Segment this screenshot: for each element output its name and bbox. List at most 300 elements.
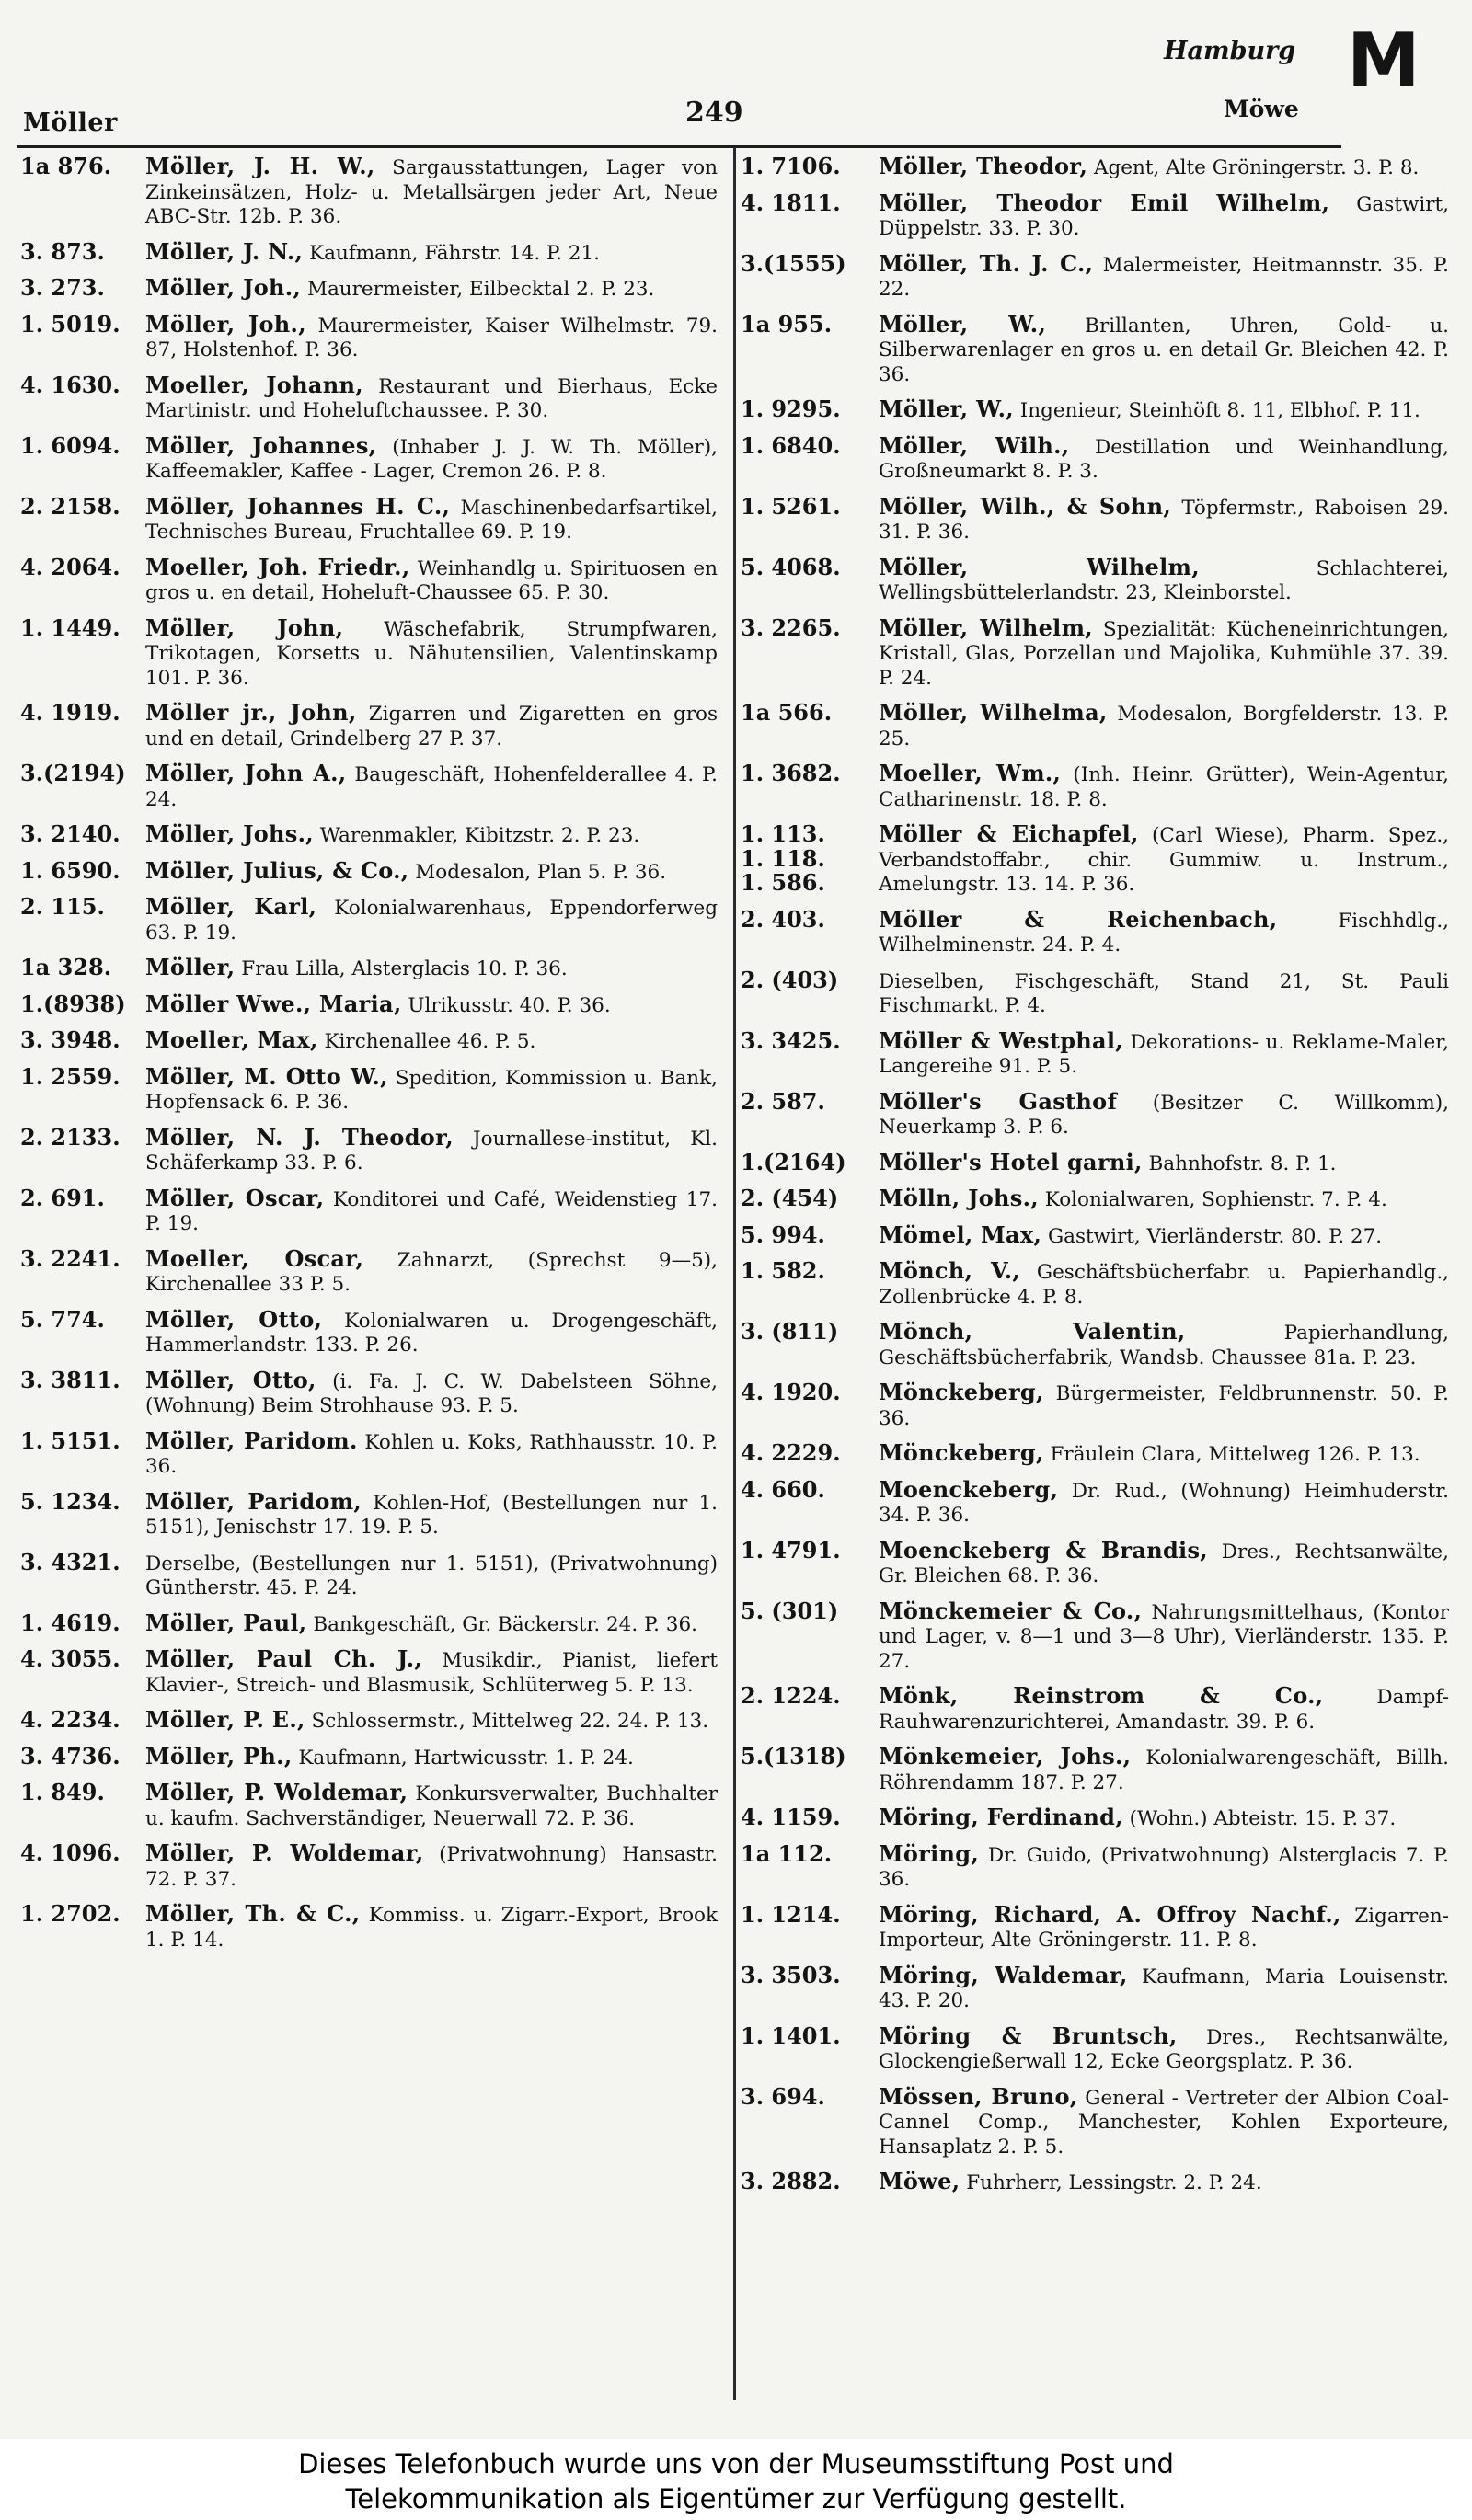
entry-details: Kohlen u. Koks, Rathhausstr. 10. P. 36. xyxy=(145,1430,718,1478)
directory-entry xyxy=(20,1708,718,1735)
entry-name: Mönkemeier, Johs., xyxy=(879,1743,1132,1770)
phone-number: 4. 1919. xyxy=(20,699,121,726)
entry-name: Möller, Julius, & Co., xyxy=(145,856,409,884)
entry-details: Bankgeschäft, Gr. Bäckerstr. 24. P. 36. xyxy=(313,1612,697,1636)
entry-name: Möller, Th. J. C., xyxy=(879,249,1094,277)
entry-details: Malermeister, Heitmannstr. 35. P. 22. xyxy=(879,253,1450,301)
entry-details: Dieselben, Fischgeschäft, Stand 21, St. Pauli Fischmarkt. P. 4. xyxy=(879,969,1449,1017)
entry-details: Wäschefabrik, Strumpfwaren, Trikotagen, Korsetts u. Nähutensilien, Valentinskamp 101. P. 36. xyxy=(145,617,718,690)
entry-text xyxy=(145,1841,718,1892)
directory-entry xyxy=(20,1611,718,1638)
entry-details: Kolonialwarenhaus, Eppendorferweg 63. P. 19. xyxy=(145,897,719,945)
entry-name: Möller, Paul Ch. J., xyxy=(145,1645,423,1672)
directory-entry xyxy=(741,1961,1449,2014)
entry-name: Möller, P. Woldemar, xyxy=(145,1839,424,1866)
entry-text xyxy=(145,1186,718,1237)
entry-text xyxy=(145,1647,718,1698)
entry-name: Möller, Paridom. xyxy=(145,1426,358,1454)
entry-details: Warenmakler, Kibitzstr. 2. P. 23. xyxy=(319,824,640,847)
directory-entry xyxy=(741,310,1449,388)
entry-details: Fuhrherr, Lessingstr. 2. P. 24. xyxy=(966,2171,1262,2194)
entry-details: Nahrungsmittelhaus, (Kontor und Lager, v. 8—1 und 3—8 Uhr), Vierländerstr. 135. P. 27. xyxy=(879,1600,1449,1673)
entry-text xyxy=(879,310,1449,388)
directory-entry xyxy=(20,1742,718,1771)
entry-name: Moenckeberg, xyxy=(879,1475,1059,1503)
entry-details: Ulrikusstr. 40. P. 36. xyxy=(408,993,611,1017)
phone-number: 3. 2882. xyxy=(741,2168,841,2194)
entry-name: Möller, W., xyxy=(879,395,1014,422)
entry-name: Mönch, V., xyxy=(879,1257,1020,1284)
entry-details: (Inh. Heinr. Grütter), Wein-Agentur, Catharinenstr. 18. P. 8. xyxy=(879,763,1449,811)
directory-entry xyxy=(741,1026,1449,1080)
entry-text xyxy=(145,492,719,545)
phone-number: 2. (454) xyxy=(741,1185,839,1211)
entry-text xyxy=(879,553,1449,606)
entry-details: Dr. Guido, (Privatwohnung) Alsterglacis 7. P. 36. xyxy=(879,1843,1449,1891)
phone-number: 1. 6590. xyxy=(20,856,121,884)
entry-details: Gastwirt, Düppelstr. 33. P. 30. xyxy=(879,192,1449,240)
entry-text xyxy=(879,2170,1449,2196)
directory-entry xyxy=(20,310,718,363)
directory-entry xyxy=(20,1123,718,1176)
entry-name: Mömel, Max, xyxy=(879,1220,1042,1248)
directory-entry xyxy=(741,822,1449,898)
directory-entry xyxy=(20,1902,718,1953)
left-column xyxy=(20,155,718,1963)
entry-name: Möller & Westphal, xyxy=(879,1026,1123,1054)
entry-details: Kolonialwaren, Sophienstr. 7. P. 4. xyxy=(1044,1188,1387,1211)
entry-text xyxy=(879,1441,1449,1468)
entry-text xyxy=(879,1259,1449,1310)
entry-text xyxy=(145,992,718,1019)
entry-text xyxy=(879,905,1449,958)
phone-number: 1.(2164) xyxy=(741,1148,846,1175)
phone-number: 3. 2140. xyxy=(20,820,121,847)
entry-details: Zahnarzt, (Sprechst 9—5), Kirchenallee 33 P. 5. xyxy=(145,1248,718,1296)
entry-name: Mönckeberg, xyxy=(879,1439,1044,1466)
entry-text xyxy=(879,1320,1449,1370)
entry-text xyxy=(879,1745,1449,1795)
directory-entry xyxy=(741,1441,1449,1468)
directory-entry xyxy=(20,992,718,1019)
phone-number: 1a 566. xyxy=(741,699,833,726)
entry-details: Baugeschäft, Hohenfelderallee 4. P. 24. xyxy=(145,763,718,811)
entry-text xyxy=(145,856,718,886)
entry-text xyxy=(145,701,718,751)
phone-number: 1. 3682. xyxy=(741,760,841,786)
directory-entry xyxy=(20,492,719,545)
entry-details: (i. Fa. J. C. W. Dabelsteen Söhne, (Wohnung) Beim Strohhause 93. P. 5. xyxy=(145,1369,718,1417)
phone-number: 1a 112. xyxy=(741,1839,833,1867)
entry-details: Brillanten, Uhren, Gold- u. Silberwarenlager en gros u. en detail Gr. Bleichen 42. P. 36. xyxy=(879,314,1449,386)
phone-number: 1. 1214. xyxy=(741,1900,841,1928)
directory-entry xyxy=(741,762,1449,812)
entry-name: Möller's Gasthof xyxy=(879,1087,1118,1115)
entry-name: Möller, Ph., xyxy=(145,1742,293,1770)
entry-text xyxy=(145,956,718,982)
entry-name: Möller, Paridom, xyxy=(145,1487,362,1515)
entry-name: Möring, Waldemar, xyxy=(879,1961,1128,1988)
directory-entry xyxy=(741,1745,1449,1795)
phone-number: 1. 113. 1. 118. 1. 586. xyxy=(741,820,825,896)
entry-details: Zigarren-Importeur, Alte Gröningerstr. 11. P. 8. xyxy=(879,1904,1449,1952)
phone-number: 3.(2194) xyxy=(20,760,126,786)
entry-name: Möller, Wilh., & Sohn, xyxy=(879,492,1171,520)
phone-number: 5. 994. xyxy=(741,1220,825,1248)
entry-text xyxy=(879,1536,1449,1589)
phone-number: 3. 4321. xyxy=(20,1548,121,1575)
entry-name: Möller & Reichenbach, xyxy=(879,905,1278,933)
entry-name: Mönk, Reinstrom & Co., xyxy=(879,1682,1324,1709)
phone-number: 4. 1811. xyxy=(741,189,841,216)
entry-details: (Inhaber J. J. W. Th. Möller), Kaffeemakler, Kaffee - Lager, Cremon 26. P. 8. xyxy=(145,435,718,483)
directory-entry xyxy=(20,1062,718,1116)
phone-number: 1. 582. xyxy=(741,1257,825,1284)
phone-number: 2. 1224. xyxy=(741,1682,841,1709)
directory-entry xyxy=(741,492,1449,545)
phone-number: 5. 1234. xyxy=(20,1487,121,1515)
phone-number: 4. 1630. xyxy=(20,371,121,398)
entry-text xyxy=(145,822,718,849)
directory-entry xyxy=(741,1186,1449,1213)
entry-text xyxy=(145,1305,718,1358)
phone-number: 4. 2229. xyxy=(741,1439,841,1466)
entry-name: Mölln, Johs., xyxy=(879,1185,1039,1211)
directory-entry xyxy=(20,373,718,424)
header-city: Hamburg xyxy=(1164,37,1296,65)
entry-details: Sargausstattungen, Lager von Zinkeinsätzen, Holz- u. Metallsärgen jeder Art, Neue ABC-Str. 12b. P. 36. xyxy=(145,156,718,228)
entry-text xyxy=(879,1961,1449,2014)
phone-number: 1. 6094. xyxy=(20,431,121,459)
entry-name: Möller jr., John, xyxy=(145,699,357,726)
entry-details: Töpfermstr., Raboisen 29. 31. P. 36. xyxy=(879,496,1449,544)
phone-number: 3. 2241. xyxy=(20,1244,121,1272)
phone-number: 3. 4736. xyxy=(20,1742,121,1770)
phone-number: 1.(8938) xyxy=(20,990,126,1017)
entry-text xyxy=(145,553,718,606)
entry-text xyxy=(145,1551,718,1601)
phone-number: 1. 1449. xyxy=(20,613,121,641)
entry-name: Möller, Karl, xyxy=(145,893,317,920)
entry-name: Mönch, Valentin, xyxy=(879,1318,1186,1345)
directory-entry xyxy=(741,905,1449,958)
entry-text xyxy=(879,2024,1449,2075)
entry-text xyxy=(145,613,718,692)
directory-entry xyxy=(741,1148,1449,1177)
entry-text xyxy=(145,237,718,267)
directory-entry xyxy=(20,1186,718,1237)
directory-entry xyxy=(20,701,718,751)
directory-entry xyxy=(20,1305,718,1358)
entry-name: Möller, Johs., xyxy=(145,820,314,847)
entry-text xyxy=(145,373,718,424)
directory-entry xyxy=(20,553,718,606)
entry-details: Gastwirt, Vierländerstr. 80. P. 27. xyxy=(1048,1224,1383,1248)
entry-name: Möller, P. Woldemar, xyxy=(145,1779,408,1805)
entry-text xyxy=(145,762,718,812)
entry-text xyxy=(879,1087,1449,1140)
entry-name: Möller Wwe., Maria, xyxy=(145,990,402,1017)
entry-text xyxy=(879,613,1449,692)
header-left-word: Möller xyxy=(23,109,118,137)
header-letter: M xyxy=(1347,17,1420,103)
phone-number: 3. 694. xyxy=(741,2082,825,2110)
entry-name: Möring, xyxy=(879,1839,980,1867)
phone-number: 1. 5151. xyxy=(20,1426,121,1454)
directory-entry xyxy=(741,2082,1449,2160)
directory-entry xyxy=(741,249,1450,303)
directory-entry xyxy=(20,1781,718,1831)
phone-number: 3. 3425. xyxy=(741,1026,841,1054)
entry-details: Destillation und Weinhandlung, Großneumarkt 8. P. 3. xyxy=(879,435,1449,483)
entry-name: Möller, Theodor Emil Wilhelm, xyxy=(879,189,1330,216)
entry-text xyxy=(145,155,718,230)
directory-entry xyxy=(741,1380,1449,1431)
entry-name: Möller, Johannes H. C., xyxy=(145,492,451,520)
phone-number: 1a 876. xyxy=(20,153,112,179)
entry-name: Möller, Wilhelm, xyxy=(879,613,1093,641)
entry-name: Moeller, Oscar, xyxy=(145,1244,364,1272)
entry-details: Spezialität: Kücheneinrichtungen, Kristall, Glas, Porzellan und Majolika, Kuhmühle 37. 39. P. 24. xyxy=(879,617,1449,690)
entry-details: Musikdir., Pianist, liefert Klavier-, Streich- und Blasmusik, Schlüterweg 5. P. 13. xyxy=(145,1649,718,1697)
entry-text xyxy=(879,822,1449,898)
phone-number: 1. 849. xyxy=(20,1779,105,1805)
entry-name: Möller, J. N., xyxy=(145,237,304,265)
directory-entry xyxy=(741,1839,1449,1893)
entry-text xyxy=(879,968,1449,1019)
directory-entry xyxy=(741,431,1449,485)
directory-entry xyxy=(741,1320,1449,1370)
entry-details: Dres., Rechtsanwälte, Glockengießerwall 12, Ecke Georgsplatz. P. 36. xyxy=(879,2025,1449,2073)
directory-entry xyxy=(20,155,718,230)
directory-entry xyxy=(741,1900,1449,1953)
entry-details: Schlossermstr., Mittelweg 22. 24. P. 13. xyxy=(311,1710,709,1733)
entry-text xyxy=(879,1220,1449,1250)
entry-text xyxy=(145,1426,718,1480)
directory-entry xyxy=(741,191,1449,242)
entry-text xyxy=(879,1148,1449,1177)
right-column xyxy=(741,155,1449,2206)
phone-number: 1. 6840. xyxy=(741,431,841,459)
phone-number: 1. 4791. xyxy=(741,1536,841,1564)
directory-entry xyxy=(741,1684,1449,1735)
header-rule xyxy=(17,145,1341,148)
entry-name: Moeller, Wm., xyxy=(879,760,1062,786)
entry-details: General - Vertreter der Albion Coal-Cannel Comp., Manchester, Kohlen Exporteure, Hansaplatz 2. P. 5. xyxy=(879,2086,1449,2159)
entry-name: Mössen, Bruno, xyxy=(879,2082,1078,2110)
entry-text xyxy=(145,1902,718,1953)
entry-details: Fräulein Clara, Mittelweg 126. P. 13. xyxy=(1050,1443,1420,1466)
entry-text xyxy=(145,1366,718,1419)
entry-text xyxy=(145,1708,718,1735)
entry-text xyxy=(879,1186,1449,1213)
phone-number: 4. 1096. xyxy=(20,1839,121,1866)
entry-name: Möller, Oscar, xyxy=(145,1184,325,1211)
entry-text xyxy=(145,276,718,303)
entry-name: Möller, xyxy=(145,954,236,980)
directory-entry xyxy=(741,1259,1449,1310)
entry-text xyxy=(145,1781,718,1831)
directory-entry xyxy=(20,956,718,982)
entry-name: Möller, Th. & C., xyxy=(145,1900,361,1927)
entry-details: Kolonialwarengeschäft, Billh. Röhrendamm 187. P. 27. xyxy=(879,1747,1449,1794)
header-right-word: Möwe xyxy=(1224,96,1299,122)
entry-name: Möller, N. J. Theodor, xyxy=(145,1123,454,1151)
phone-number: 1. 1401. xyxy=(741,2022,841,2049)
entry-text xyxy=(879,492,1449,545)
entry-name: Mönckemeier & Co., xyxy=(879,1597,1143,1624)
phone-number: 1. 7106. xyxy=(741,153,841,179)
entry-details: Kolonialwaren u. Drogengeschäft, Hammerlandstr. 133. P. 26. xyxy=(145,1309,718,1357)
entry-details: Ingenieur, Steinhöft 8. 11, Elbhof. P. 11. xyxy=(1019,399,1420,422)
entry-details: (Besitzer C. Willkomm), Neuerkamp 3. P. 6. xyxy=(879,1091,1449,1139)
entry-details: Kaufmann, Fährstr. 14. P. 21. xyxy=(309,241,600,265)
phone-number: 4. 1920. xyxy=(741,1379,841,1405)
entry-text xyxy=(145,1028,718,1055)
directory-entry xyxy=(741,2170,1449,2196)
directory-entry xyxy=(741,968,1449,1019)
entry-name: Möller, Wilhelm, xyxy=(879,553,1200,580)
phone-number: 5. 4068. xyxy=(741,553,841,580)
entry-text xyxy=(879,191,1449,242)
entry-details: Bahnhofstr. 8. P. 1. xyxy=(1148,1151,1337,1175)
entry-details: Modesalon, Plan 5. P. 36. xyxy=(415,860,667,884)
entry-text xyxy=(879,1900,1449,1953)
entry-name: Möller, Theodor, xyxy=(879,153,1088,179)
entry-details: Bürgermeister, Feldbrunnenstr. 50. P. 36. xyxy=(879,1382,1449,1430)
directory-entry xyxy=(20,1647,718,1698)
page-number: 249 xyxy=(685,97,743,129)
directory-entry xyxy=(741,2024,1449,2075)
directory-entry xyxy=(20,276,718,303)
entry-text xyxy=(145,895,718,945)
entry-details: Konditorei und Café, Weidenstieg 17. P. 19. xyxy=(145,1187,718,1235)
phone-number: 2. 2133. xyxy=(20,1123,121,1151)
phone-number: 2. 2158. xyxy=(20,492,121,520)
phone-number: 1. 5261. xyxy=(741,492,841,520)
entry-details: Weinhandlg u. Spirituosen en gros u. en detail, Hoheluft-Chaussee 65. P. 30. xyxy=(145,556,718,604)
entry-text xyxy=(145,1742,718,1771)
entry-text xyxy=(879,1599,1449,1675)
phone-number: 2. (403) xyxy=(741,966,839,993)
phone-number: 4. 1159. xyxy=(741,1804,841,1830)
directory-entry xyxy=(20,613,718,692)
phone-number: 2. 115. xyxy=(20,893,105,920)
entry-details: Schlachterei, Wellingsbüttelerlandstr. 23, Kleinborstel. xyxy=(879,556,1449,604)
directory-entry xyxy=(741,613,1449,692)
phone-number: 1. 4619. xyxy=(20,1609,121,1636)
directory-entry xyxy=(741,1087,1449,1140)
entry-name: Möller, J. H. W., xyxy=(145,153,375,179)
entry-name: Möwe, xyxy=(879,2168,960,2194)
phone-number: 2. 691. xyxy=(20,1184,105,1211)
directory-entry xyxy=(741,1220,1449,1250)
entry-details: Agent, Alte Gröningerstr. 3. P. 8. xyxy=(1093,156,1420,179)
phone-number: 1. 2702. xyxy=(20,1900,121,1927)
directory-entry xyxy=(20,1841,718,1892)
phone-number: 5. 774. xyxy=(20,1305,105,1333)
directory-entry xyxy=(20,895,718,945)
phone-number: 3. 2265. xyxy=(741,613,841,641)
entry-details: Dres., Rechtsanwälte, Gr. Bleichen 68. P. 36. xyxy=(879,1540,1449,1587)
directory-entry xyxy=(741,1536,1449,1589)
directory-entry xyxy=(741,1475,1449,1529)
phone-number: 2. 587. xyxy=(741,1087,825,1115)
entry-details: Maschinenbedarfsartikel, Technisches Bureau, Fruchtallee 69. P. 19. xyxy=(145,496,719,544)
entry-text xyxy=(145,431,718,485)
entry-details: Derselbe, (Bestellungen nur 1. 5151), (Privatwohnung) Güntherstr. 45. P. 24. xyxy=(145,1552,718,1599)
entry-text xyxy=(145,1487,719,1541)
entry-name: Möring, Richard, A. Offroy Nachf., xyxy=(879,1900,1341,1928)
phone-number: 3. 873. xyxy=(20,237,105,265)
entry-name: Möller, Johannes, xyxy=(145,431,377,459)
entry-name: Moeller, Max, xyxy=(145,1026,318,1053)
entry-text xyxy=(879,249,1450,303)
entry-details: Spedition, Kommission u. Bank, Hopfensack 6. P. 36. xyxy=(145,1066,718,1114)
directory-entry xyxy=(20,1548,718,1601)
entry-text xyxy=(879,1475,1449,1529)
directory-entry xyxy=(20,431,718,485)
entry-name: Möller, Otto, xyxy=(145,1366,316,1393)
entry-text xyxy=(145,1244,718,1298)
entry-name: Möller, John A., xyxy=(145,760,347,786)
entry-name: Möller, John, xyxy=(145,613,344,641)
footer-note xyxy=(0,2439,1472,2520)
entry-name: Moenckeberg & Brandis, xyxy=(879,1536,1208,1564)
directory-entry xyxy=(20,856,718,886)
entry-details: (Privatwohnung) Hansastr. 72. P. 37. xyxy=(145,1843,718,1891)
entry-text xyxy=(879,431,1449,485)
entry-text xyxy=(879,762,1449,812)
phone-number: 1a 328. xyxy=(20,954,112,980)
entry-details: Modesalon, Borgfelderstr. 13. P. 25. xyxy=(879,703,1449,750)
entry-name: Möller, M. Otto W., xyxy=(145,1062,388,1090)
directory-entry xyxy=(20,822,718,849)
directory-entry xyxy=(741,155,1449,181)
footer-line-1: Dieses Telefonbuch wurde uns von der Museumsstiftung Post und xyxy=(298,2448,1174,2480)
phone-number: 5.(1318) xyxy=(741,1743,846,1770)
directory-entry xyxy=(741,1805,1449,1832)
entry-text xyxy=(879,701,1449,751)
entry-details: Geschäftsbücherfabr. u. Papierhandlg., Zollenbrücke 4. P. 8. xyxy=(879,1261,1449,1309)
directory-entry xyxy=(20,1244,718,1298)
entry-name: Möller, W., xyxy=(879,310,1047,338)
entry-details: Kohlen-Hof, (Bestellungen nur 1. 5151), Jenischstr 17. 19. P. 5. xyxy=(145,1491,719,1539)
entry-name: Möller, Paul, xyxy=(145,1609,307,1636)
phone-number: 3. 273. xyxy=(20,274,105,301)
entry-details: Journallese-institut, Kl. Schäferkamp 33. P. 6. xyxy=(145,1127,718,1174)
phone-number: 2. 403. xyxy=(741,905,825,933)
entry-details: Frau Lilla, Alsterglacis 10. P. 36. xyxy=(241,957,568,980)
entry-text xyxy=(879,1805,1449,1832)
entry-text xyxy=(879,2082,1449,2160)
directory-entry xyxy=(741,701,1449,751)
entry-details: (Wohn.) Abteistr. 15. P. 37. xyxy=(1129,1807,1397,1830)
phone-number: 4. 2064. xyxy=(20,553,121,580)
entry-text xyxy=(879,1839,1449,1893)
entry-details: Konkursverwalter, Buchhalter u. kaufm. Sachverständiger, Neuerwall 72. P. 36. xyxy=(145,1782,718,1830)
entry-name: Möller, P. E., xyxy=(145,1706,305,1733)
entry-details: Fischhdlg., Wilhelminenstr. 24. P. 4. xyxy=(879,909,1449,956)
directory-entry xyxy=(741,1599,1449,1675)
directory-entry xyxy=(20,1028,718,1055)
entry-name: Möring & Bruntsch, xyxy=(879,2022,1178,2049)
phone-number: 1. 5019. xyxy=(20,310,121,338)
entry-details: Maurermeister, Eilbecktal 2. P. 23. xyxy=(306,278,655,301)
entry-text xyxy=(879,1026,1449,1080)
directory-entry xyxy=(20,1426,718,1480)
entry-details: Papierhandlung, Geschäftsbücherfabrik, Wandsb. Chaussee 81a. P. 23. xyxy=(879,1322,1449,1369)
